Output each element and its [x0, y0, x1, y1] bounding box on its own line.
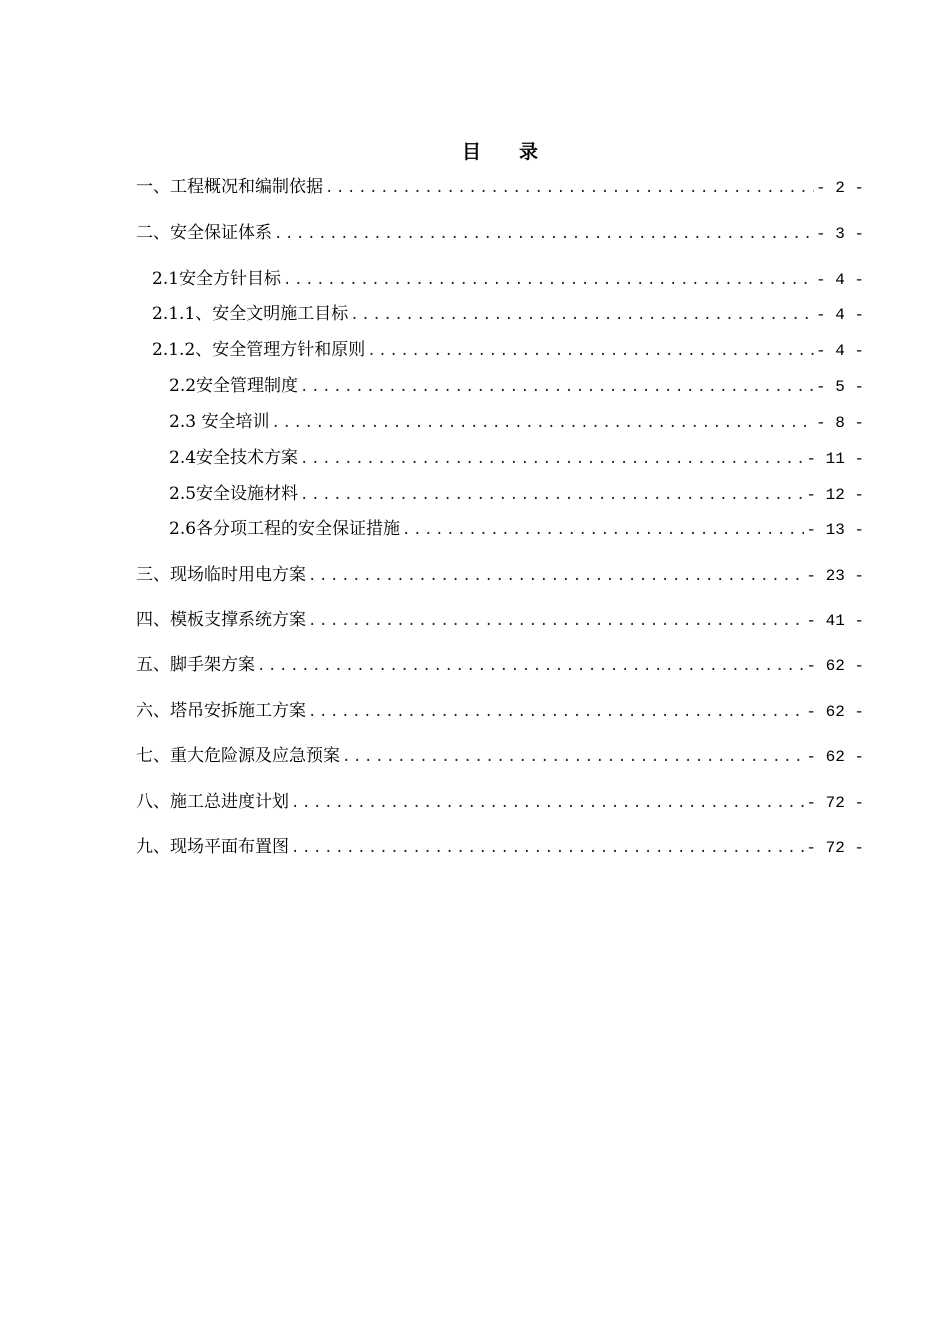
toc-entry-label: 五、脚手架方案	[136, 655, 255, 675]
toc-entry-page: - 4 -	[815, 342, 864, 360]
toc-entry[interactable]	[136, 175, 864, 199]
toc-entry-label: 三、现场临时用电方案	[136, 565, 306, 585]
toc-entry-label: 2.4安全技术方案	[169, 448, 299, 468]
toc-entry-page: - 2 -	[815, 179, 864, 197]
toc-entry-label: 二、安全保证体系	[136, 223, 272, 243]
toc-entry-label: 一、工程概况和编制依据	[136, 177, 323, 197]
toc-leader-dots	[257, 654, 804, 678]
toc-entry-page: - 11 -	[806, 450, 864, 468]
toc-entry[interactable]	[136, 563, 864, 587]
toc-leader-dots	[300, 447, 804, 471]
toc-entry-page: - 72 -	[806, 794, 864, 812]
toc-entry-page: - 41 -	[806, 612, 864, 630]
toc-entry-label: 四、模板支撑系统方案	[136, 610, 306, 630]
toc-entry-label: 九、现场平面布置图	[136, 837, 289, 857]
toc-leader-dots	[308, 700, 804, 724]
toc-leader-dots	[308, 609, 804, 633]
toc-entry-label: 2.5安全设施材料	[169, 484, 299, 504]
toc-title-right: 录	[519, 141, 539, 163]
toc-entry-page: - 62 -	[806, 748, 864, 766]
toc-entry[interactable]	[169, 410, 864, 434]
toc-leader-dots	[274, 222, 814, 246]
toc-entry-label: 2.1.1、安全文明施工目标	[152, 304, 349, 324]
toc-entry-label: 2.6各分项工程的安全保证措施	[169, 519, 401, 539]
toc-entry-label: 八、施工总进度计划	[136, 792, 289, 812]
toc-entry-label: 七、重大危险源及应急预案	[136, 746, 340, 766]
toc-leader-dots	[291, 836, 804, 860]
toc-leader-dots	[291, 791, 804, 815]
toc-leader-dots	[283, 268, 814, 292]
toc-entry-label: 2.1.2、安全管理方针和原则	[152, 340, 366, 360]
toc-entry[interactable]	[169, 517, 864, 541]
toc-entry-page: - 62 -	[806, 657, 864, 675]
toc-leader-dots	[325, 176, 814, 200]
toc-entry[interactable]	[152, 338, 864, 362]
toc-leader-dots	[402, 518, 804, 542]
toc-entry[interactable]	[136, 221, 864, 245]
toc-entry[interactable]	[136, 699, 864, 723]
toc-entry-page: - 3 -	[815, 225, 864, 243]
toc-entry-page: - 23 -	[806, 567, 864, 585]
toc-entry-page: - 62 -	[806, 703, 864, 721]
toc-leader-dots	[367, 339, 814, 363]
toc-entry[interactable]	[169, 482, 864, 506]
toc-entry[interactable]	[169, 446, 864, 470]
toc-entry-label: 2.2安全管理制度	[169, 376, 299, 396]
toc-entry[interactable]	[136, 835, 864, 859]
toc-entry-label: 2.3 安全培训	[169, 412, 270, 432]
toc-entry-page: - 72 -	[806, 839, 864, 857]
toc-entry[interactable]	[136, 653, 864, 677]
toc-title	[0, 137, 950, 164]
toc-entry[interactable]	[136, 744, 864, 768]
toc-entry[interactable]	[136, 608, 864, 632]
toc-entry-page: - 4 -	[815, 271, 864, 289]
toc-entry-page: - 12 -	[806, 486, 864, 504]
toc-entry-label: 六、塔吊安拆施工方案	[136, 701, 306, 721]
toc-leader-dots	[300, 375, 814, 399]
toc-entry[interactable]	[152, 302, 864, 326]
toc-title-left: 目	[461, 141, 481, 163]
toc-leader-dots	[342, 745, 804, 769]
toc-entry[interactable]	[152, 267, 864, 291]
toc-leader-dots	[350, 303, 814, 327]
toc-entry-page: - 5 -	[815, 378, 864, 396]
toc-entry[interactable]	[169, 374, 864, 398]
toc-entry-page: - 13 -	[806, 521, 864, 539]
toc-entry-page: - 4 -	[815, 306, 864, 324]
toc-entry-label: 2.1安全方针目标	[152, 269, 282, 289]
toc-leader-dots	[308, 564, 804, 588]
toc-leader-dots	[271, 411, 814, 435]
toc-entry-page: - 8 -	[815, 414, 864, 432]
toc-leader-dots	[300, 483, 804, 507]
toc-entry[interactable]	[136, 790, 864, 814]
